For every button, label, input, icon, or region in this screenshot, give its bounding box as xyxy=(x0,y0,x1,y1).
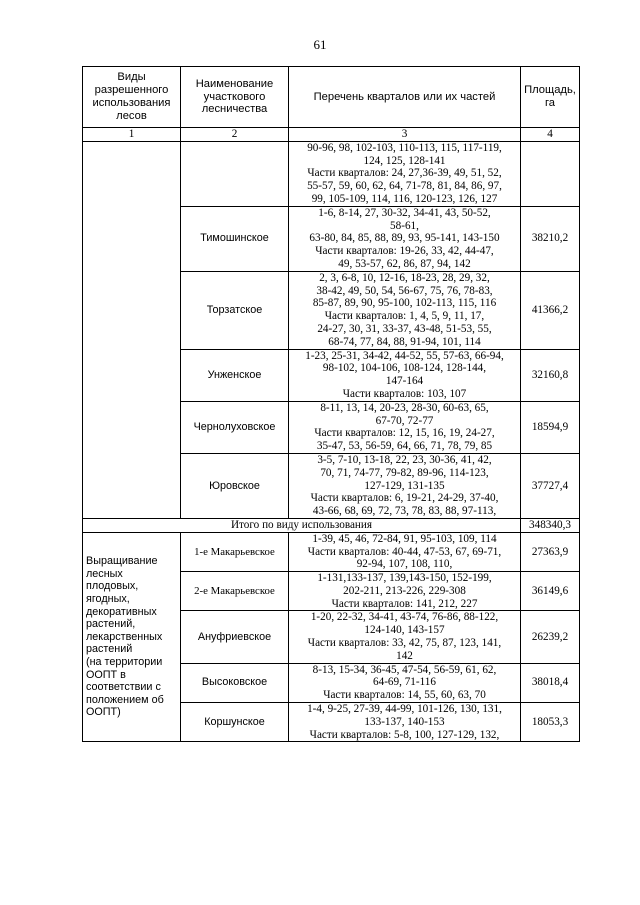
area-value: 38018,4 xyxy=(521,663,580,702)
quarters-line: 8-11, 13, 14, 20-23, 28-30, 60-63, 65, xyxy=(320,401,489,414)
forestry-name: Коршунское xyxy=(181,703,289,742)
quarters-line: Части кварталов: 103, 107 xyxy=(342,387,467,400)
use-type-line: соответствии с xyxy=(86,681,161,694)
area-value xyxy=(521,141,580,206)
total-label: Итого по виду использования xyxy=(83,518,521,532)
quarters-line: 35-47, 53, 56-59, 64, 66, 71, 78, 79, 85 xyxy=(316,440,493,453)
quarters-line: 127-129, 131-135 xyxy=(364,479,445,492)
quarters-line: Части кварталов: 1, 4, 5, 9, 11, 17, xyxy=(324,310,485,323)
quarters-line: 92-94, 107, 108, 110, xyxy=(356,558,453,571)
use-type-line: растений xyxy=(86,643,133,656)
use-type-line: лекарственных xyxy=(86,630,163,643)
column-number: 3 xyxy=(289,128,521,142)
quarters-line: Части кварталов: 40-44, 47-53, 67, 69-71, xyxy=(307,545,502,558)
quarters-line: 1-4, 9-25, 27-39, 44-99, 101-126, 130, 131, xyxy=(307,703,502,716)
header-area: Площадь, га xyxy=(521,67,580,128)
area-value: 26239,2 xyxy=(521,611,580,663)
area-value: 38210,2 xyxy=(521,206,580,271)
area-value: 18053,3 xyxy=(521,703,580,742)
quarters-cell xyxy=(289,271,521,349)
quarters-cell xyxy=(289,206,521,271)
quarters-line: 67-70, 72-77 xyxy=(375,414,434,427)
area-value: 36149,6 xyxy=(521,572,580,611)
quarters-line: 124, 125, 128-141 xyxy=(363,154,446,167)
quarters-line: 68-74, 77, 84, 88, 91-94, 101, 114 xyxy=(328,335,481,348)
quarters-line: Части кварталов: 24, 27,36-39, 49, 51, 52, xyxy=(307,167,502,180)
quarters-line: 124-140, 143-157 xyxy=(364,624,445,637)
quarters-line: 70, 71, 74-77, 79-82, 89-96, 114-123, xyxy=(320,466,489,479)
header-forestry: Наименование участкового лесничества xyxy=(181,67,289,128)
table-row xyxy=(83,141,580,206)
header-quarters: Перечень кварталов или их частей xyxy=(289,67,521,128)
area-value: 18594,9 xyxy=(521,401,580,453)
forestry-name: Юровское xyxy=(181,453,289,518)
use-type-line: плодовых, xyxy=(86,580,139,593)
use-type-line: декоративных xyxy=(86,605,157,618)
area-value: 37727,4 xyxy=(521,453,580,518)
use-type-line: Выращивание xyxy=(86,555,158,568)
quarters-line: 1-131,133-137, 139,143-150, 152-199, xyxy=(317,572,492,585)
area-value: 41366,2 xyxy=(521,271,580,349)
quarters-line: 55-57, 59, 60, 62, 64, 71-78, 81, 84, 86, 97, xyxy=(307,180,502,193)
forestry-name: Ануфриевское xyxy=(181,611,289,663)
forestry-name: 2-е Макарьевское xyxy=(181,572,289,611)
forestry-name: Унженское xyxy=(181,349,289,401)
forestry-name: Высоковское xyxy=(181,663,289,702)
column-number: 1 xyxy=(83,128,181,142)
header-use-type: Виды разрешенного использования лесов xyxy=(83,67,181,128)
quarters-line: 133-137, 140-153 xyxy=(364,715,445,728)
use-type-line: (на территории xyxy=(86,655,163,668)
column-number-row xyxy=(83,128,580,142)
quarters-line: Части кварталов: 141, 212, 227 xyxy=(331,597,478,610)
quarters-line: 49, 53-57, 62, 86, 87, 94, 142 xyxy=(338,257,471,270)
quarters-line: 24-27, 30, 31, 33-37, 43-48, 51-53, 55, xyxy=(317,322,492,335)
quarters-cell xyxy=(289,663,521,702)
use-type-line: ягодных, xyxy=(86,593,130,605)
use-type-line: ООПТ) xyxy=(86,706,121,719)
area-value: 27363,9 xyxy=(521,532,580,571)
forestry-name: Торзатское xyxy=(181,271,289,349)
total-row xyxy=(83,518,580,532)
quarters-line: 1-20, 22-32, 34-41, 43-74, 76-86, 88-122, xyxy=(310,611,499,624)
quarters-cell xyxy=(289,349,521,401)
use-type-line: ООПТ в xyxy=(86,668,126,681)
quarters-cell xyxy=(289,453,521,518)
area-value: 32160,8 xyxy=(521,349,580,401)
quarters-cell xyxy=(289,572,521,611)
column-number: 2 xyxy=(181,128,289,142)
quarters-line: Части кварталов: 19-26, 33, 42, 44-47, xyxy=(315,245,494,258)
forestry-name xyxy=(181,141,289,206)
total-area: 348340,3 xyxy=(521,518,580,532)
page-number: 61 xyxy=(313,37,327,52)
column-number: 4 xyxy=(521,128,580,142)
quarters-line: 1-39, 45, 46, 72-84, 91, 95-103, 109, 114 xyxy=(312,532,497,545)
quarters-cell xyxy=(289,611,521,663)
quarters-cell xyxy=(289,703,521,742)
quarters-line: 85-87, 89, 90, 95-100, 102-113, 115, 116 xyxy=(312,297,497,310)
quarters-line: Части кварталов: 5-8, 100, 127-129, 132, xyxy=(309,728,500,741)
quarters-line: 2, 3, 6-8, 10, 12-16, 18-23, 28, 29, 32, xyxy=(319,271,490,284)
quarters-line: Части кварталов: 33, 42, 75, 87, 123, 141, xyxy=(307,637,502,650)
quarters-cell xyxy=(289,141,521,206)
quarters-line: 43-66, 68, 69, 72, 73, 78, 83, 88, 97-113, xyxy=(312,505,497,518)
use-type-line: растений, xyxy=(86,618,136,631)
use-type-line: лесных xyxy=(86,567,123,580)
table-row xyxy=(83,532,580,571)
quarters-line: 3-5, 7-10, 13-18, 22, 23, 30-36, 41, 42, xyxy=(317,453,492,466)
quarters-line: 64-69, 71-116 xyxy=(373,676,436,689)
quarters-line: 1-23, 25-31, 34-42, 44-52, 55, 57-63, 66-94, xyxy=(305,349,504,362)
table-header-row xyxy=(83,67,580,128)
quarters-line: 202-211, 213-226, 229-308 xyxy=(343,584,466,597)
quarters-line: 90-96, 98, 102-103, 110-113, 115, 117-119, xyxy=(307,141,502,154)
quarters-line: 98-102, 104-106, 108-124, 128-144, xyxy=(322,362,487,375)
forestry-name: Тимошинское xyxy=(181,206,289,271)
quarters-line: 58-61, xyxy=(390,219,419,232)
quarters-cell xyxy=(289,401,521,453)
quarters-line: Части кварталов: 12, 15, 16, 19, 24-27, xyxy=(314,427,495,440)
forestry-name: 1-е Макарьевское xyxy=(181,532,289,571)
quarters-line: Части кварталов: 14, 55, 60, 63, 70 xyxy=(323,689,486,702)
quarters-line: 142 xyxy=(396,649,413,662)
quarters-line: 147-164 xyxy=(385,375,424,388)
forest-use-table xyxy=(82,66,580,742)
quarters-line: 8-13, 15-34, 36-45, 47-54, 56-59, 61, 62, xyxy=(312,663,497,676)
use-type-cell-empty xyxy=(83,141,181,518)
use-type-line: положением об xyxy=(86,693,164,706)
forestry-name: Чернолуховское xyxy=(181,401,289,453)
quarters-line: 99, 105-109, 114, 116, 120-123, 126, 127 xyxy=(311,192,498,205)
quarters-line: 63-80, 84, 85, 88, 89, 93, 95-141, 143-150 xyxy=(309,232,500,245)
quarters-line: 1-6, 8-14, 27, 30-32, 34-41, 43, 50-52, xyxy=(318,206,491,219)
use-type-cell xyxy=(83,532,181,742)
quarters-line: 38-42, 49, 50, 54, 56-67, 75, 76, 78-83, xyxy=(316,284,493,297)
quarters-cell xyxy=(289,532,521,571)
quarters-line: Части кварталов: 6, 19-21, 24-29, 37-40, xyxy=(310,492,499,505)
